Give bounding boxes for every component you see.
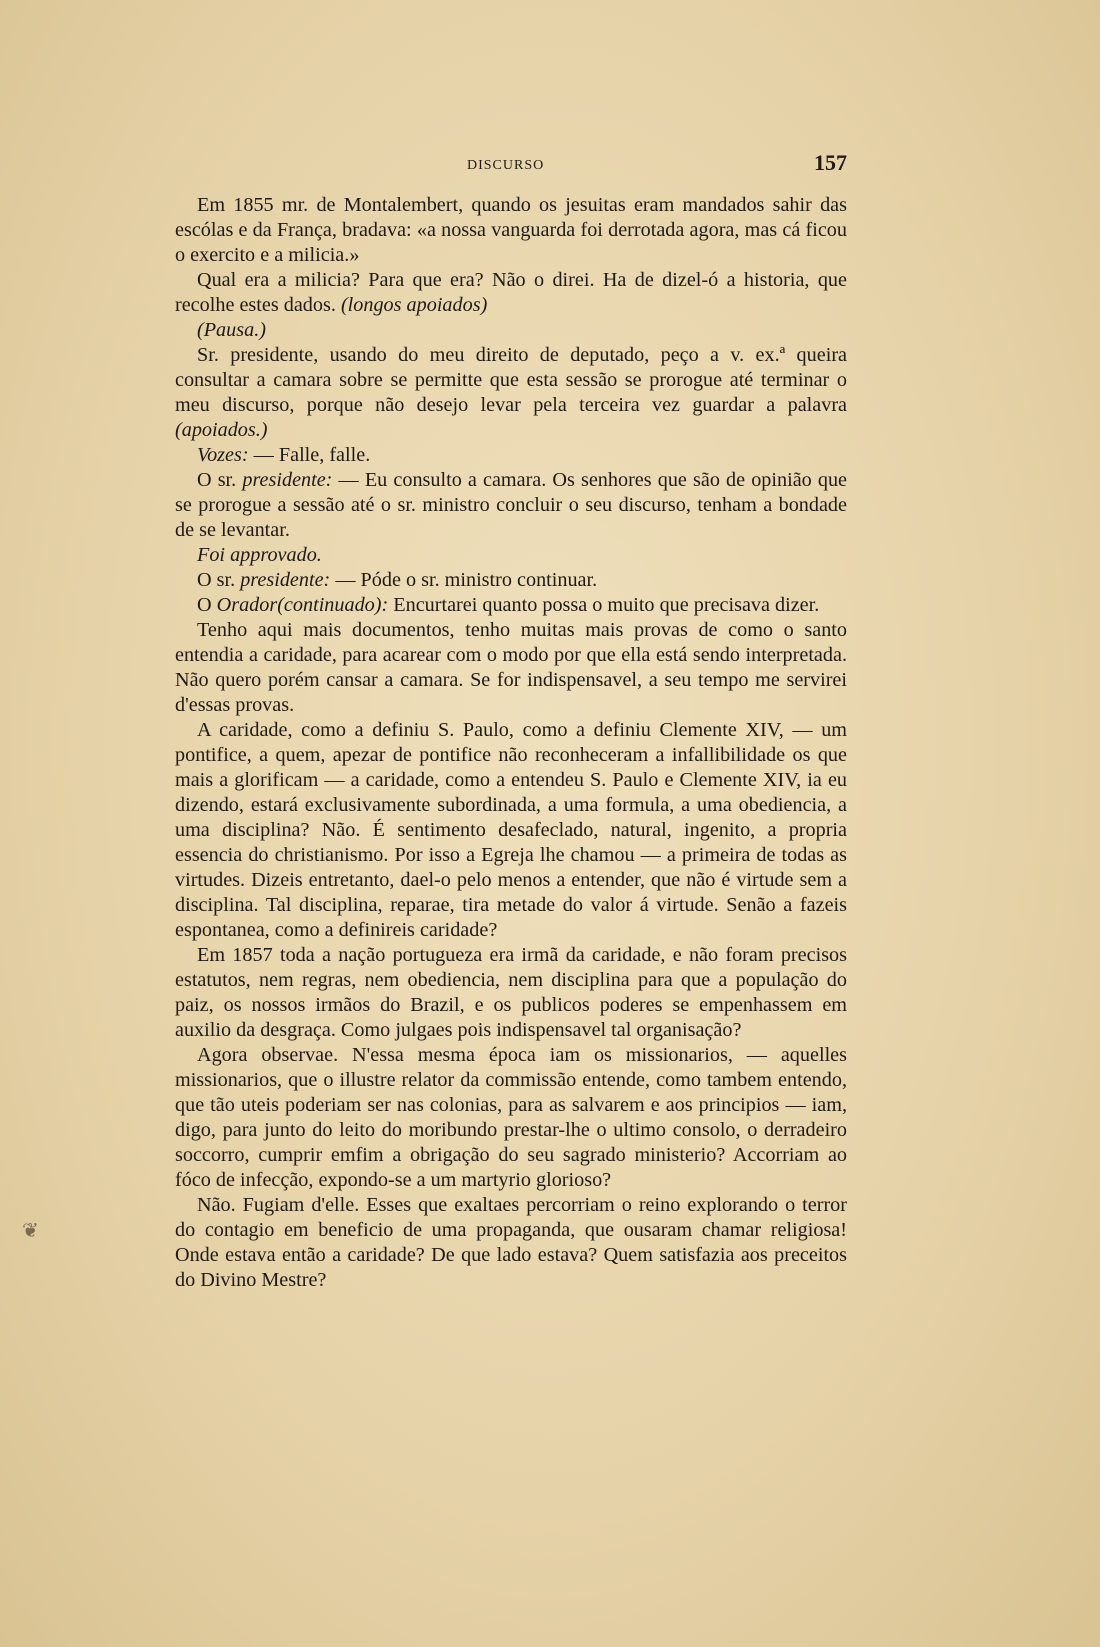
paragraph-13: Agora observae. N'essa mesma época iam os missionarios, — aquelles missionarios, que o illustre relator da commissão entende, como tambem entendo, que tão uteis poderiam ser nas colonias, para as salvarem e aos principios — iam, digo, para junto do leito do moribundo prestar-lhe o ultimo consolo, o derradeiro soccorro, cumprir emfim a obrigação do seu sagrado ministerio? Accorriam ao fóco de infecção, expondo-se a um martyrio glorioso? (175, 1044, 847, 1191)
paragraph-9-pre: O (197, 594, 212, 616)
running-head: DISCURSO (467, 158, 545, 173)
paragraph-9-text: Encurtarei quanto possa o muito que precisava dizer. (393, 594, 820, 616)
paragraph-9 (175, 593, 847, 618)
paragraph-14: Não. Fugiam d'elle. Esses que exaltaes percorriam o reino explorando o terror do contagio em beneficio de uma propaganda, que ousaram chamar religiosa! Onde estava então a caridade? De que lado estava? Quem satisfazia aos preceitos do Divino Mestre? (175, 1194, 847, 1291)
speaker-vozes: Vozes: (197, 444, 249, 466)
margin-mark-icon: ❦ (22, 1218, 39, 1242)
page-header (175, 150, 847, 180)
paragraph-2-aside: (longos apoiados) (340, 294, 488, 316)
body-text (175, 193, 847, 1293)
paragraph-5 (175, 443, 847, 468)
speaker-presidente-2: presidente: (240, 569, 331, 591)
paragraph-7-approved: Foi approvado. (197, 544, 322, 566)
paragraph-4 (175, 343, 847, 443)
page-number: 157 (814, 150, 847, 175)
paragraph-2-text: Qual era a milicia? Para que era? Não o direi. Ha de dizel-ó a historia, que recolhe estes dados. (175, 269, 847, 316)
paragraph-4-aside: (apoiados.) (175, 419, 268, 441)
paragraph-8-pre: O sr. (197, 569, 236, 591)
speaker-presidente: presidente: (242, 469, 333, 491)
paragraph-3-pause: (Pausa.) (197, 319, 266, 341)
speaker-orador: Orador(continuado): (216, 594, 389, 616)
paragraph-12: Em 1857 toda a nação portugueza era irmã da caridade, e não foram precisos estatutos, nem regras, nem obediencia, nem disciplina para que a população do paiz, os nossos irmãos do Brazil, e os publicos poderes se empenhassem em auxilio da desgraça. Como julgaes pois indispensavel tal organisação? (175, 944, 847, 1041)
paragraph-6 (175, 468, 847, 543)
paragraph-6-pre: O sr. (197, 469, 237, 491)
paragraph-8 (175, 568, 847, 593)
paragraph-4-text: Sr. presidente, usando do meu direito de deputado, peço a v. ex.ª queira consultar a camara sobre se permitte que esta sessão se prorogue até terminar o meu discurso, porque não desejo levar pela terceira vez guardar a palavra (175, 344, 847, 416)
paragraph-5-text: — Falle, falle. (253, 444, 371, 466)
paragraph-1: Em 1855 mr. de Montalembert, quando os jesuitas eram mandados sahir das escólas e da França, bradava: «a nossa vanguarda foi derrotada agora, mas cá ficou o exercito e a milicia.» (175, 194, 847, 266)
paragraph-10: Tenho aqui mais documentos, tenho muitas mais provas de como o santo entendia a caridade, para acarear com o modo por que ella está sendo interpretada. Não quero porém cansar a camara. Se for indispensavel, a seu tempo me servirei d'essas provas. (175, 619, 847, 716)
paragraph-6-text: — Eu consulto a camara. Os senhores que são de opinião que se prorogue a sessão até o sr. ministro concluir o seu discurso, tenham a bondade de se levantar. (175, 469, 848, 541)
paragraph-11: A caridade, como a definiu S. Paulo, como a definiu Clemente XIV, — um pontifice, a quem, apezar de pontifice não reconheceram a infallibilidade os que mais a glorificam — a caridade, como a entendeu S. Paulo e Clemente XIV, ia eu dizendo, estará exclusivamente subordinada, a uma formula, a uma obediencia, a uma disciplina? Não. É sentimento desafeclado, natural, ingenito, a propria essencia do christianismo. Por isso a Egreja lhe chamou — a primeira de todas as virtudes. Dizeis entretanto, dael-o pelo menos a entender, que não é virtude sem a disciplina. Tal disciplina, reparae, tira metade do valor á virtude. Senão a fazeis espontanea, como a definireis caridade? (175, 719, 847, 941)
paragraph-2 (175, 268, 847, 318)
paragraph-8-text: — Póde o sr. ministro continuar. (335, 569, 598, 591)
